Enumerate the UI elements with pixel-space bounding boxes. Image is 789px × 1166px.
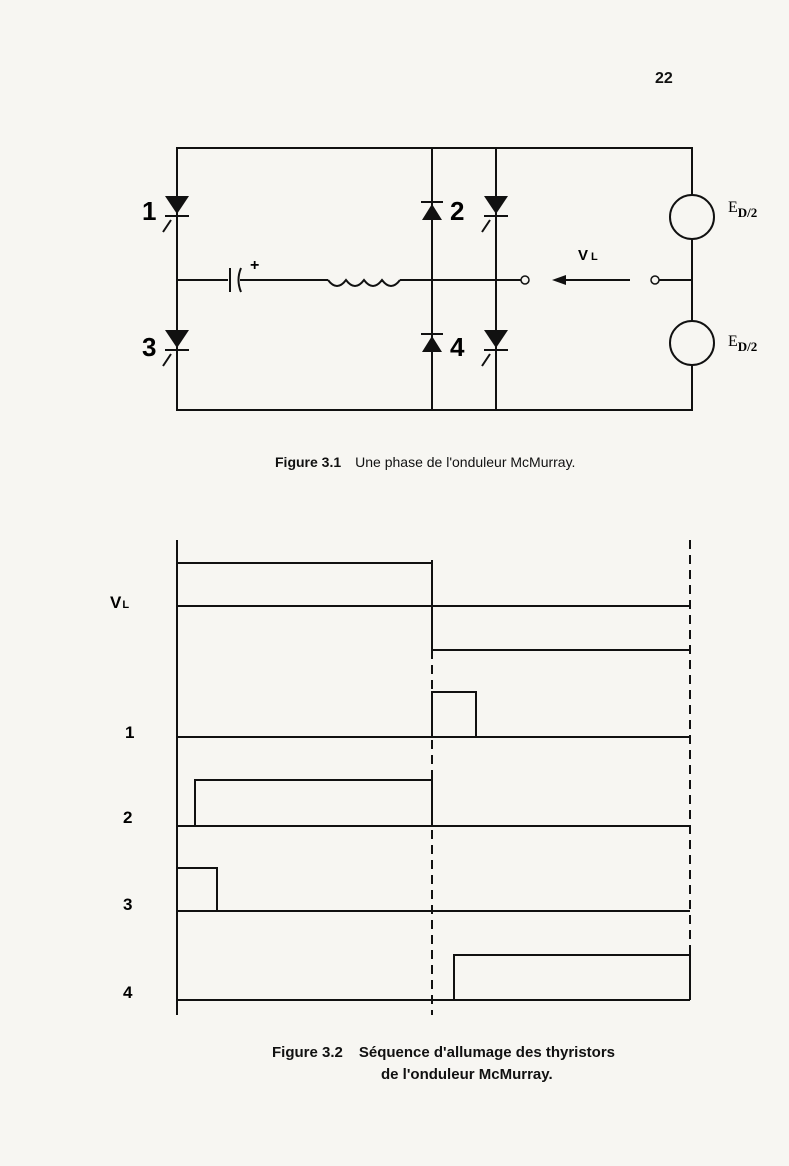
trace-vl-label: VL <box>110 593 130 612</box>
trace-1-label: 1 <box>125 723 135 742</box>
thyristor-2-label: 2 <box>450 196 465 226</box>
output-voltage-label: V L <box>578 247 598 264</box>
source-upper-label: $E_{D/2}$ <box>728 199 758 220</box>
thyristor-4-label: 4 <box>450 332 465 362</box>
page-number: 22 <box>655 70 673 87</box>
trace-2-label: 2 <box>123 808 133 827</box>
trace-4-label: 4 <box>123 983 133 1002</box>
thyristor-3-label: 3 <box>142 332 157 362</box>
source-lower-label: $E_{D/2}$ <box>728 333 758 354</box>
figure-2-caption-line-2: de l'onduleur McMurray. <box>381 1066 553 1083</box>
figure-1-caption-number: Figure 3.1 <box>275 454 342 470</box>
trace-2-pulse <box>195 780 432 826</box>
figure-1-caption-text: Une phase de l'onduleur McMurray. <box>355 454 576 470</box>
figure-2-caption-line-1: Séquence d'allumage des thyristors <box>358 1044 616 1061</box>
capacitor-polarity-label: + <box>250 257 260 274</box>
trace-1-pulse <box>432 692 476 737</box>
thyristor-1-label: 1 <box>142 196 157 226</box>
trace-3-pulse <box>177 868 217 911</box>
figure-2-caption <box>272 1044 615 1061</box>
figure-2-caption-number: Figure 3.2 <box>272 1044 343 1061</box>
trace-3-label: 3 <box>123 895 133 914</box>
trace-4-pulse <box>454 955 690 1000</box>
